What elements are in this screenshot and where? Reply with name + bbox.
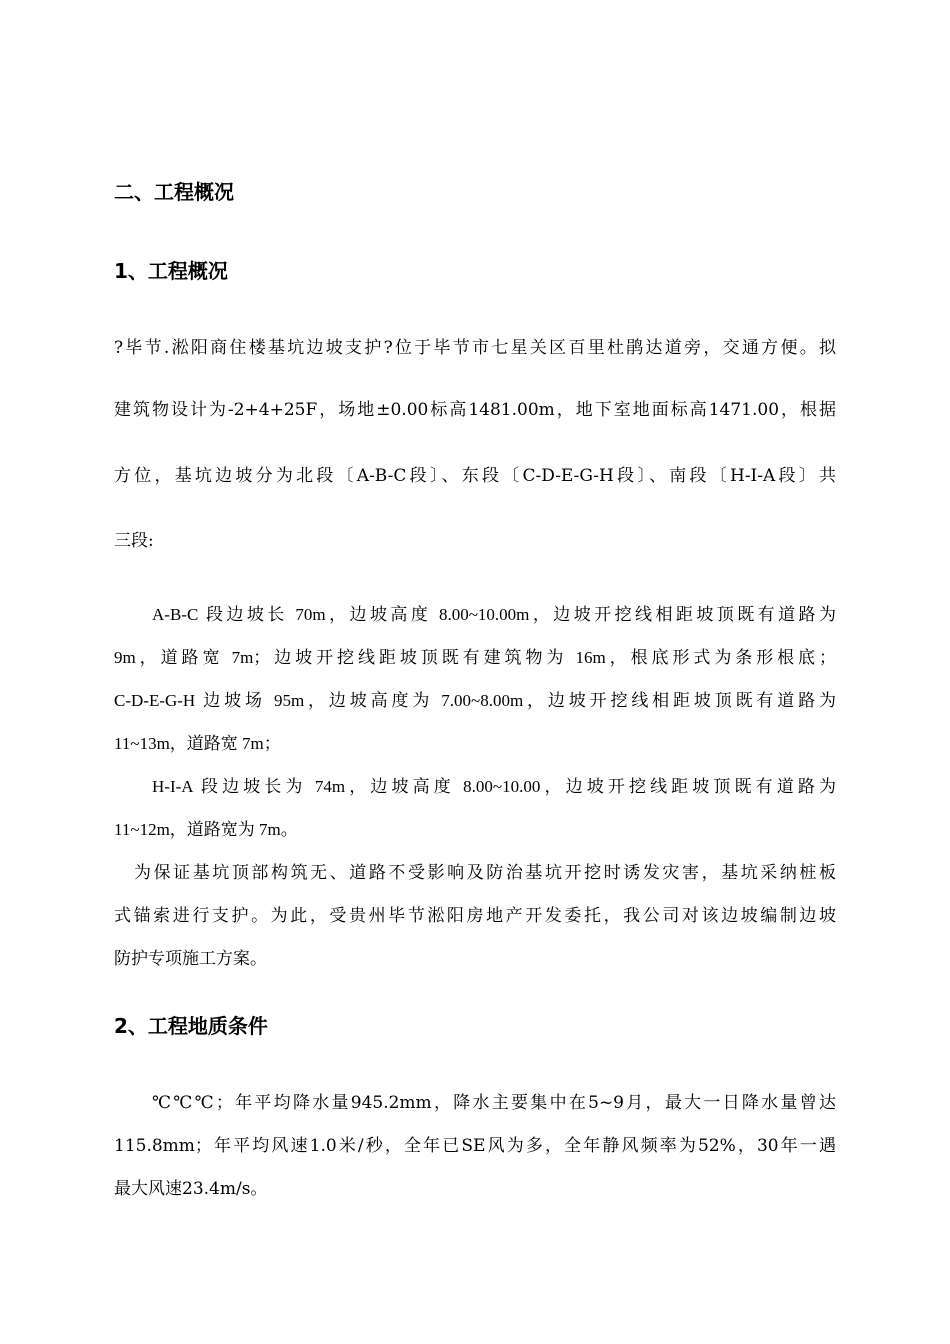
paragraph-line: 建筑物设计为-2+4+25F，场地±0.00标高1481.00m，地下室地面标高1471.00，根据 bbox=[114, 400, 836, 420]
paragraph-line: 三段: bbox=[114, 531, 154, 551]
paragraph-line: C-D-E-G-H 边坡场 95m，边坡高度为 7.00~8.00m，边坡开挖线相距坡顶既有道路为 bbox=[114, 691, 836, 710]
subsection-heading-geology: 2、工程地质条件 bbox=[114, 1014, 268, 1038]
paragraph-line: 9m，道路宽 7m；边坡开挖线距坡顶既有建筑物为 16m，根底形式为条形根底； bbox=[114, 648, 836, 667]
paragraph-line: ?毕节.淞阳商住楼基坑边坡支护?位于毕节市七星关区百里杜鹃达道旁，交通方便。拟 bbox=[114, 338, 836, 358]
paragraph-line: 为保证基坑顶部构筑无、道路不受影响及防治基坑开挖时诱发灾害，基坑采纳桩板 bbox=[134, 863, 836, 883]
paragraph-line: 11~12m，道路宽为 7m。 bbox=[114, 820, 298, 839]
paragraph-line: 防护专项施工方案。 bbox=[114, 949, 267, 969]
paragraph-line: 最大风速23.4m/s。 bbox=[114, 1179, 268, 1199]
paragraph-line: A-B-C 段边坡长 70m，边坡高度 8.00~10.00m，边坡开挖线相距坡顶既有道路为 bbox=[152, 605, 836, 624]
section-heading: 二、工程概况 bbox=[114, 180, 234, 204]
paragraph-line: H-I-A 段边坡长为 74m，边坡高度 8.00~10.00，边坡开挖线距坡顶既有道路为 bbox=[152, 777, 836, 796]
subsection-heading-overview: 1、工程概况 bbox=[114, 259, 228, 283]
paragraph-line: 方位，基坑边坡分为北段〔A-B-C段〕、东段〔C-D-E-G-H段〕、南段〔H-I-A段〕共 bbox=[114, 466, 836, 486]
paragraph-line: 11~13m，道路宽 7m； bbox=[114, 734, 281, 753]
paragraph-line: 115.8mm；年平均风速1.0米/秒，全年已SE风为多，全年静风频率为52%，30年一遇 bbox=[114, 1136, 836, 1156]
paragraph-line: 式锚索进行支护。为此，受贵州毕节淞阳房地产开发委托，我公司对该边坡编制边坡 bbox=[114, 906, 836, 926]
paragraph-line: ℃℃℃；年平均降水量945.2mm，降水主要集中在5~9月，最大一日降水量曾达 bbox=[152, 1093, 836, 1113]
